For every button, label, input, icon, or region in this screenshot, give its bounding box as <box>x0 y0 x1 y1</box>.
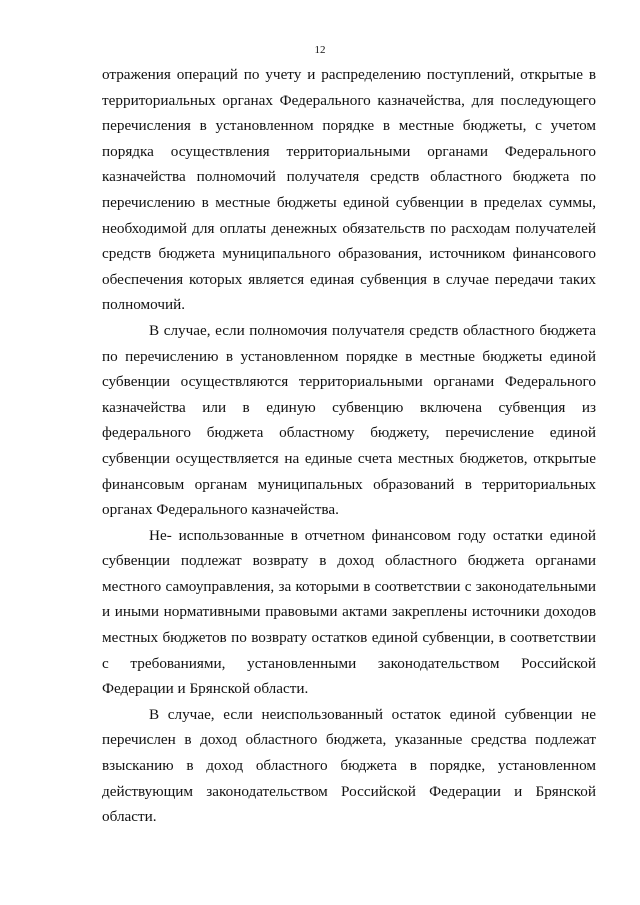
paragraph-treasury-transfer: В случае, если полномочия получателя средств областного бюджета по перечислению в установленном порядке в местные бюджеты единой субвенции осуществляются территориальными органами Федерального казначейства или в единую субвенцию включена субвенция из федерального бюджета областному бюджету, перечисление единой субвенции осуществляется на единые счета местных бюджетов, открытые финансовым органам муниципальных образований в территориальных органах Федерального казначейства. <box>102 321 596 519</box>
document-body <box>102 62 596 830</box>
page-number: 12 <box>314 44 326 56</box>
paragraph-unused-balances: Не- использованные в отчетном финансовом году остатки единой субвенции подлежат возврату в доход областного бюджета органами местного самоуправления, за которыми в соответствии с законодательными и иными нормативными правовыми актами закреплены источники доходов местных бюджетов по возврату остатков единой субвенции, в соответствии с требованиями, установленными законодательством Российской Федерации и Брянской области. <box>102 526 596 698</box>
paragraph-recovery: В случае, если неиспользованный остаток единой субвенции не перечислен в доход областного бюджета, указанные средства подлежат взысканию в доход областного бюджета в порядке, установленном действующим законодательством Российской Федерации и Брянской области. <box>102 705 596 826</box>
paragraph-continuation: отражения операций по учету и распределению поступлений, открытые в территориальных органах Федерального казначейства, для последующего перечисления в установленном порядке в местные бюджеты, с учетом порядка осуществления территориальными органами Федерального казначейства полномочий получателя средств областного бюджета по перечислению в местные бюджеты единой субвенции в пределах суммы, необходимой для оплаты денежных обязательств по расходам получателей средств бюджета муниципального образования, источником финансового обеспечения которых является единая субвенция в случае передачи таких полномочий. <box>102 66 596 314</box>
